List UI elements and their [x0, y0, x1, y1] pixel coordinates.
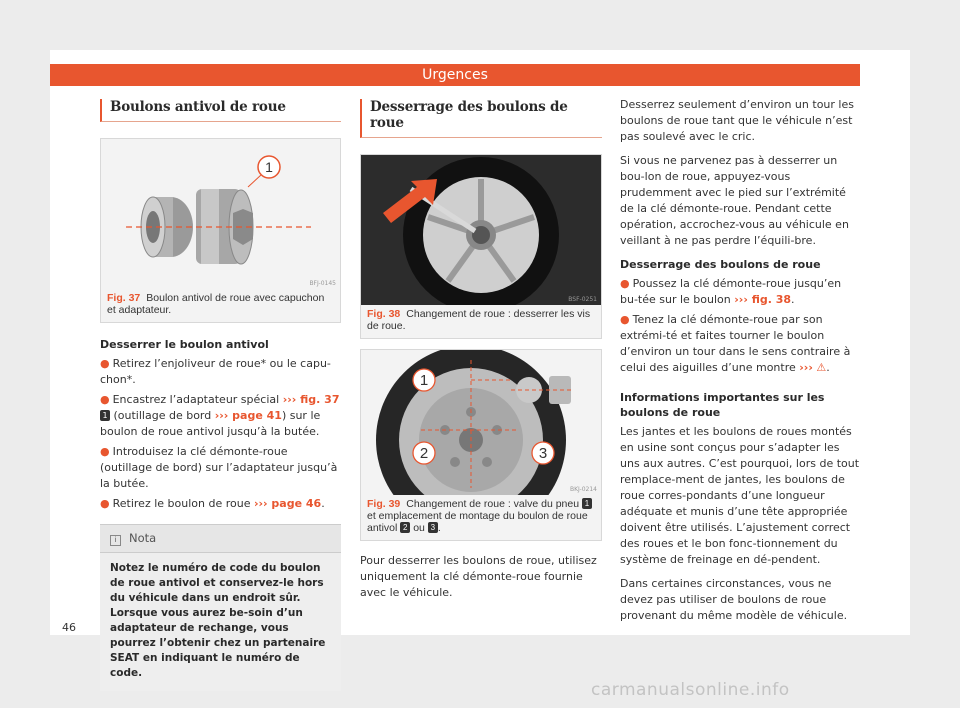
figure-38 — [360, 154, 602, 339]
callout-2: 2 — [419, 445, 429, 462]
bullet-text: Poussez la clé démonte-roue jusqu’en bu-tée sur le boulon — [620, 277, 842, 306]
steel-wheel-illustration — [361, 350, 601, 495]
callout-1: 1 — [419, 372, 429, 389]
section-title-desserrage: Desserrage des boulons de roue — [360, 99, 602, 138]
bullet-text: Tenez la clé démonte-roue par son extrémi-té et faites tourner le boulon d’environ un tour dans le sens contraire à celui des aiguilles d’une montre — [620, 313, 851, 374]
figure-ref: BFJ-0145 — [309, 280, 336, 287]
fig-38-link[interactable]: ››› fig. 38 — [734, 293, 792, 306]
section-title-antivol: Boulons antivol de roue — [100, 99, 341, 122]
figure-label: Fig. 39 — [367, 498, 401, 510]
bullet-tenez: ● Tenez la clé démonte-roue par son extrémi-té et faites tourner le boulon d’environ un tour dans le sens contraire à celui des aiguilles d’une montre ››› ⚠. — [620, 313, 851, 374]
page-46-link[interactable]: ››› page 46 — [253, 497, 322, 510]
subheading-informations: Informations importantes sur les boulons de roue — [620, 391, 825, 419]
page-41-link[interactable]: ››› page 41 — [214, 409, 282, 422]
bullet-1-text: Retirez l’enjoliveur de roue* ou le capu-chon*. — [100, 357, 331, 386]
note-box — [100, 524, 341, 691]
info-icon: i — [110, 535, 121, 546]
paragraph-3: Les jantes et les boulons de roues montés en usine sont conçus pour s’adapter les uns aux autres. C’est pourquoi, lors de tout remplace-ment de jantes, les boulons de roue corres-pondants d’une longueur adéquate et munis d’une tête appropriée doivent être utilisés. L’ajustement correct des roues et le bon fonc-tionnement du système de freinage en dé-pendent. — [620, 425, 860, 566]
figure-caption — [101, 289, 340, 322]
figure-caption: Fig. 39 Changement de roue : valve du pneu 1 et emplacement de montage du boulon de roue antivol 2 ou 3 . — [361, 495, 601, 540]
bullet-3-text: Introduisez la clé démonte-roue (outillage de bord) sur l’adaptateur jusqu’à la butée. — [100, 445, 338, 490]
wheel-wrench-illustration — [361, 155, 601, 305]
page-number: 46 — [62, 621, 76, 634]
bullet-2: ● Encastrez l’adaptateur spécial ››› fig. 37 1 (outillage de bord ››› page 41) sur le boulon de roue antivol jusqu’à la butée. — [100, 393, 340, 438]
section-banner: Urgences — [50, 64, 860, 86]
bullet-2-text: Encastrez l’adaptateur spécial — [112, 393, 280, 406]
bullet-poussez: ● Poussez la clé démonte-roue jusqu’en bu-tée sur le boulon ››› fig. 38. — [620, 277, 842, 306]
callout-badge: 1 — [100, 410, 110, 421]
figure-37-image — [101, 139, 340, 289]
note-body: Notez le numéro de code du boulon de roue antivol et conservez-le hors du véhicule dans un endroit sûr. Lorsque vous aurez be-soin d’un adaptateur de rechange, vous pourrez l’obtenir chez un partenaire SEAT en indiquant le numéro de code. — [110, 562, 326, 679]
column-3 — [620, 97, 860, 632]
bullet-3: ● Introduisez la clé démonte-roue (outillage de bord) sur l’adaptateur jusqu’à la butée. — [100, 445, 338, 490]
caption-text: Changement de roue : desserrer les vis de roue. — [367, 308, 591, 332]
fig-37-link[interactable]: ››› fig. 37 — [282, 393, 340, 406]
bullet-1: ● Retirez l’enjoliveur de roue* ou le capu-chon*. — [100, 357, 331, 386]
paragraph-2: Si vous ne parvenez pas à desserrer un bou-lon de roue, appuyez-vous prudemment avec le pied sur l’extrémité de la clé démonte-roue. Pendant cette opération, accrochez-vous au véhicule en veillant à ne pas perdre l’équili-bre. — [620, 154, 849, 247]
figure-label: Fig. 38 — [367, 308, 401, 320]
figure-ref: BKJ-0214 — [569, 486, 597, 493]
figure-39 — [360, 349, 602, 541]
bullet-4: ● Retirez le boulon de roue ››› page 46. — [100, 497, 325, 510]
warning-link[interactable]: ››› — [799, 361, 813, 374]
subheading-desserrer: Desserrer le boulon antivol — [100, 338, 269, 351]
caption-text-c: ou — [413, 522, 425, 534]
figure-37 — [100, 138, 341, 323]
callout-3: 3 — [538, 445, 548, 462]
caption-text: Changement de roue : valve du pneu — [406, 498, 580, 510]
paragraph-desserrage: Pour desserrer les boulons de roue, utilisez uniquement la clé démonte-roue fournie avec le véhicule. — [360, 554, 597, 599]
figure-39-image — [361, 350, 601, 495]
caption-text-b: et emplacement de montage du boulon de roue antivol — [367, 510, 588, 534]
bullet-2-text-b: (outillage de bord — [113, 409, 212, 422]
paragraph-1: Desserrez seulement d’environ un tour les boulons de roue tant que le véhicule n’est pas soulevé avec le cric. — [620, 98, 854, 143]
bullet-4-text: Retirez le boulon de roue — [112, 497, 251, 510]
figure-38-image — [361, 155, 601, 305]
column-2 — [360, 96, 602, 609]
callout-badge: 3 — [428, 522, 438, 533]
caption-text: Boulon antivol de roue avec capuchon et adaptateur. — [107, 292, 325, 316]
paragraph-4: Dans certaines circonstances, vous ne devez pas utiliser de boulons de roue provenant du même modèle de véhicule. — [620, 577, 848, 622]
note-header — [100, 525, 341, 553]
figure-label: Fig. 37 — [107, 292, 141, 304]
callout-1: 1 — [265, 159, 273, 175]
subheading-desserrage: Desserrage des boulons de roue — [620, 258, 821, 271]
column-1 — [100, 96, 341, 691]
figure-caption — [361, 305, 601, 338]
figure-ref: BSF-0251 — [568, 296, 597, 303]
callout-badge: 2 — [400, 522, 410, 533]
bolt-adapter-illustration — [101, 139, 340, 289]
watermark: carmanualsonline.info — [591, 680, 790, 700]
note-title: Nota — [129, 531, 157, 545]
bullet-2-text-c: ) sur le boulon de roue antivol jusqu’à la butée. — [100, 409, 321, 438]
callout-badge: 1 — [582, 498, 592, 509]
warning-icon[interactable]: ⚠ — [816, 361, 827, 374]
